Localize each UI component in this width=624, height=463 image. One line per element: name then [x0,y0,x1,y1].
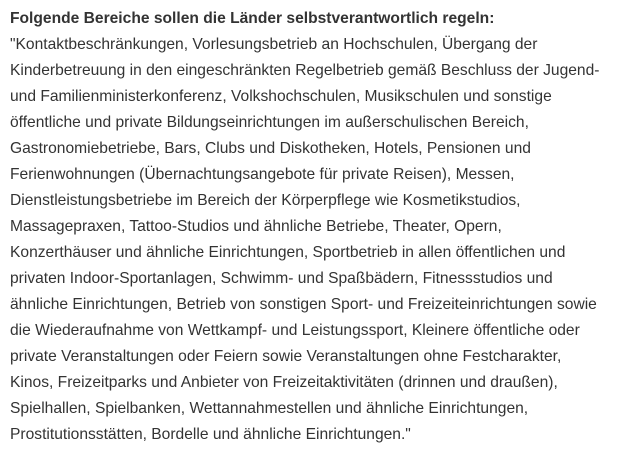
quote-line: Dienstleistungsbetriebe im Bereich der Körperpflege wie Kosmetikstudios, [10,192,521,209]
quote-line: Kinos, Freizeitparks und Anbieter von Freizeitaktivitäten (drinnen und draußen), [10,374,558,391]
quote-line: und Familienministerkonferenz, Volkshochschulen, Musikschulen und sonstige [10,88,552,105]
quote-line: Ferienwohnungen (Übernachtungsangebote für private Reisen), Messen, [10,166,515,183]
quote-line: Gastronomiebetriebe, Bars, Clubs und Diskotheken, Hotels, Pensionen und [10,140,531,157]
quote-line: Konzerthäuser und ähnliche Einrichtungen, Sportbetrieb in allen öffentlichen und [10,244,566,261]
quote-line: privaten Indoor-Sportanlagen, Schwimm- und Spaßbädern, Fitnessstudios und [10,270,553,287]
heading: Folgende Bereiche sollen die Länder selbstverantwortlich regeln: [10,10,495,27]
quote-line: Prostitutionsstätten, Bordelle und ähnliche Einrichtungen." [10,426,411,443]
quote-paragraph [10,32,620,448]
quote-line: "Kontaktbeschränkungen, Vorlesungsbetrieb an Hochschulen, Übergang der [10,36,538,53]
document-body [10,6,620,448]
quote-line: öffentliche und private Bildungseinrichtungen im außerschulischen Bereich, [10,114,529,131]
quote-line: private Veranstaltungen oder Feiern sowie Veranstaltungen ohne Festcharakter, [10,348,562,365]
quote-line: ähnliche Einrichtungen, Betrieb von sonstigen Sport- und Freizeiteinrichtungen sowie [10,296,597,313]
quote-line: Massagepraxen, Tattoo-Studios und ähnliche Betriebe, Theater, Opern, [10,218,502,235]
quote-line: Kinderbetreuung in den eingeschränkten Regelbetrieb gemäß Beschluss der Jugend- [10,62,600,79]
quote-line: die Wiederaufnahme von Wettkampf- und Leistungssport, Kleinere öffentliche oder [10,322,580,339]
quote-line: Spielhallen, Spielbanken, Wettannahmestellen und ähnliche Einrichtungen, [10,400,529,417]
